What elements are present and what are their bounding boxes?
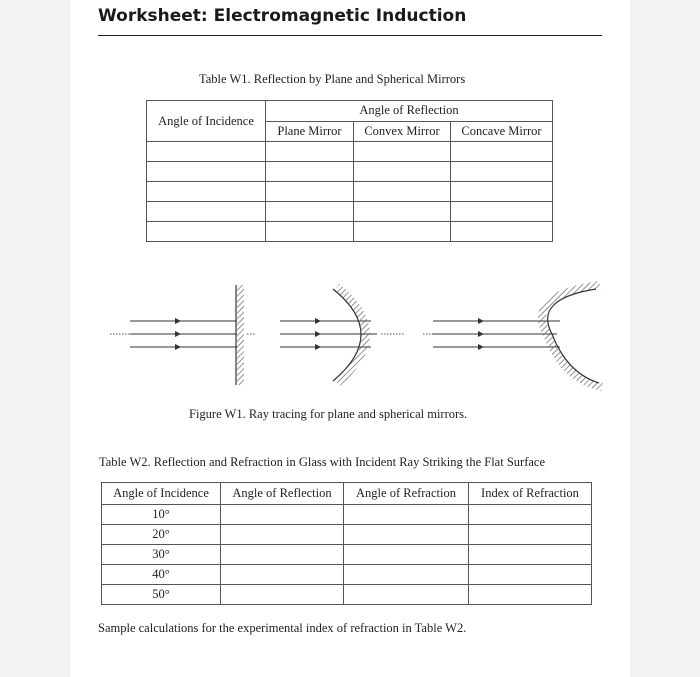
concave-mirror-diagram [423,285,602,387]
table-cell [221,505,344,525]
table-cell [469,505,592,525]
table-row [147,182,553,202]
table-cell [354,222,451,242]
table1-caption: Table W1. Reflection by Plane and Spherical Mirrors [199,72,466,86]
table-cell [354,142,451,162]
t2-header-index: Index of Refraction [469,483,592,505]
table-cell [221,525,344,545]
table-row [147,202,553,222]
incidence-angle-cell: 20° [102,525,221,545]
incidence-angle-cell: 30° [102,545,221,565]
table-cell [451,162,553,182]
table-row [102,585,592,605]
table-row [102,545,592,565]
t1-header-incidence: Angle of Incidence [147,101,266,142]
table-cell [266,202,354,222]
table-row [147,162,553,182]
table-row [147,222,553,242]
table-cell [266,142,354,162]
t1-header-concave: Concave Mirror [451,121,553,142]
incidence-angle-cell: 50° [102,585,221,605]
table-cell [469,545,592,565]
table-cell [451,142,553,162]
table2-caption: Table W2. Reflection and Refraction in Glass with Incident Ray Striking the Flat Surface [99,455,546,469]
table-cell [344,565,469,585]
table-cell [451,222,553,242]
table-row [102,565,592,585]
table-cell [469,565,592,585]
table-cell [451,202,553,222]
table-cell [354,202,451,222]
incidence-angle-cell: 40° [102,565,221,585]
table-row [102,525,592,545]
table-cell [469,585,592,605]
table-cell [344,525,469,545]
ray-tracing-figure [105,275,605,400]
table-cell [344,505,469,525]
convex-mirror-diagram [280,287,405,383]
table-cell [221,545,344,565]
incidence-angle-cell: 10° [102,505,221,525]
table-row [102,505,592,525]
table-cell [344,585,469,605]
t2-header-reflection: Angle of Reflection [221,483,344,505]
table-cell [266,222,354,242]
table-cell [266,162,354,182]
table-cell [221,565,344,585]
table-cell [147,202,266,222]
t1-header-convex: Convex Mirror [354,121,451,142]
page-title: Worksheet: Electromagnetic Induction [98,6,467,26]
figure1-caption: Figure W1. Ray tracing for plane and spherical mirrors. [189,407,468,421]
table-cell [344,545,469,565]
table-cell [469,525,592,545]
table-cell [451,182,553,202]
sample-calculations-text: Sample calculations for the experimental index of refraction in Table W2. [98,621,467,635]
table-cell [147,222,266,242]
table-w1 [146,100,553,242]
t1-header-reflection: Angle of Reflection [266,101,553,122]
t2-header-incidence: Angle of Incidence [102,483,221,505]
table-cell [147,142,266,162]
title-divider [98,35,602,36]
table-cell [147,182,266,202]
plane-mirror-diagram [110,285,255,385]
table-row [147,142,553,162]
table-cell [266,182,354,202]
table-cell [147,162,266,182]
table-cell [221,585,344,605]
t2-header-refraction: Angle of Refraction [344,483,469,505]
table-cell [354,182,451,202]
t1-header-plane: Plane Mirror [266,121,354,142]
table-w2 [101,482,592,605]
table-cell [354,162,451,182]
